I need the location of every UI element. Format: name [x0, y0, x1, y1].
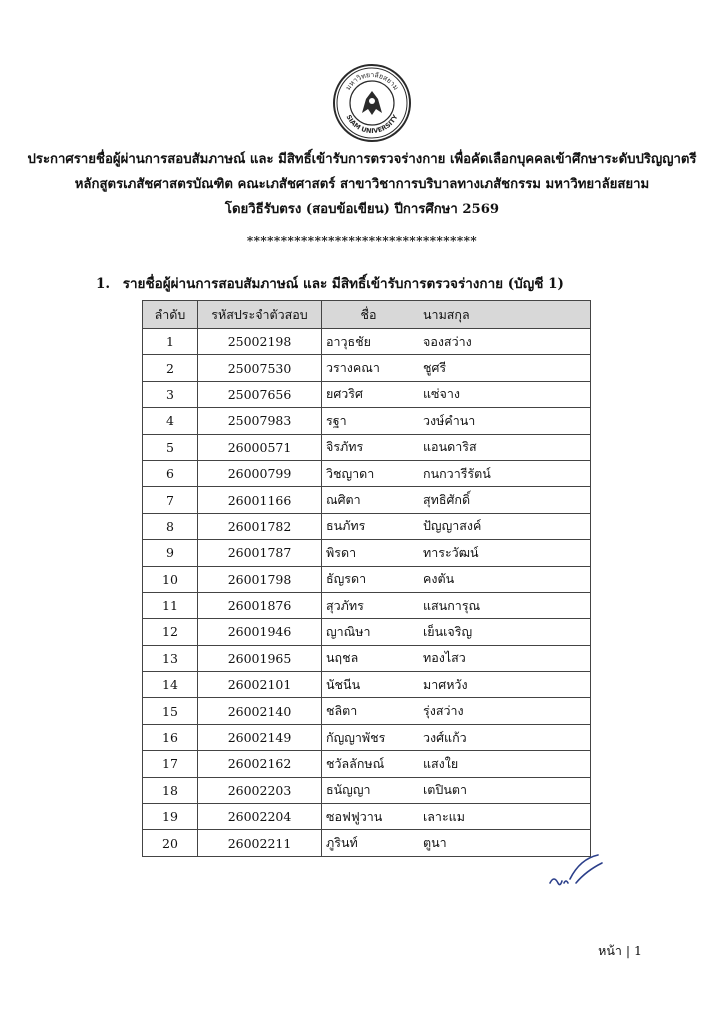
cell-surname: เลาะแม [415, 804, 591, 830]
cell-surname: ตูนา [415, 830, 591, 856]
cell-surname: รุ่งสว่าง [415, 698, 591, 724]
table-row [143, 724, 591, 750]
cell-exam-id: 25002198 [198, 329, 322, 355]
cell-seq: 16 [143, 724, 198, 750]
cell-first-name: ณศิตา [322, 487, 416, 513]
cell-seq: 15 [143, 698, 198, 724]
cell-exam-id: 25007530 [198, 355, 322, 381]
cell-first-name: ซอฟฟูวาน [322, 804, 416, 830]
cell-surname: ทองไสว [415, 645, 591, 671]
signature-mark [546, 853, 606, 893]
cell-surname: จองสว่าง [415, 329, 591, 355]
cell-seq: 12 [143, 619, 198, 645]
table-row [143, 434, 591, 460]
cell-seq: 4 [143, 408, 198, 434]
cell-first-name: พิรดา [322, 540, 416, 566]
table-row [143, 487, 591, 513]
cell-exam-id: 26002101 [198, 672, 322, 698]
heading-line-1: ประกาศรายชื่อผู้ผ่านการสอบสัมภาษณ์ และ มีสิทธิ์เข้ารับการตรวจร่างกาย เพื่อคัดเลือกบุคคลเข้าศึกษาระดับปริญญาตรี [27, 152, 697, 167]
cell-first-name: ญาณิษา [322, 619, 416, 645]
header-seq: ลำดับ [143, 301, 198, 329]
cell-seq: 5 [143, 434, 198, 460]
cell-first-name: ธัญรดา [322, 566, 416, 592]
cell-first-name: สุวภัทร [322, 592, 416, 618]
candidate-table [142, 300, 591, 857]
cell-first-name: ชลิตา [322, 698, 416, 724]
cell-first-name: ธนัญญา [322, 777, 416, 803]
heading-line-3: โดยวิธีรับตรง (สอบข้อเขียน) ปีการศึกษา 2569 [224, 202, 500, 217]
cell-exam-id: 26002211 [198, 830, 322, 856]
table-row [143, 645, 591, 671]
table-row [143, 804, 591, 830]
cell-surname: คงตัน [415, 566, 591, 592]
cell-seq: 1 [143, 329, 198, 355]
cell-surname: เตปินตา [415, 777, 591, 803]
header-surname: นามสกุล [415, 301, 591, 329]
cell-first-name: กัญญาพัชร [322, 724, 416, 750]
cell-first-name: ธนภัทร [322, 513, 416, 539]
table-row [143, 777, 591, 803]
university-seal-logo [332, 63, 412, 143]
cell-exam-id: 26001166 [198, 487, 322, 513]
cell-surname: กนกวารีรัตน์ [415, 460, 591, 486]
cell-exam-id: 26001946 [198, 619, 322, 645]
seal-bottom-text: SIAM UNIVERSITY [344, 113, 400, 136]
table-row [143, 329, 591, 355]
section-title: รายชื่อผู้ผ่านการสอบสัมภาษณ์ และ มีสิทธิ์เข้ารับการตรวจร่างกาย (บัญชี 1) [122, 276, 564, 292]
header-first-name: ชื่อ [322, 301, 416, 329]
page-number: หน้า | 1 [598, 943, 642, 958]
table-row [143, 619, 591, 645]
cell-first-name: จิรภัทร [322, 434, 416, 460]
table-header-row [143, 301, 591, 329]
table-row [143, 751, 591, 777]
cell-seq: 17 [143, 751, 198, 777]
cell-exam-id: 26001798 [198, 566, 322, 592]
table-row [143, 672, 591, 698]
table-row [143, 408, 591, 434]
cell-seq: 13 [143, 645, 198, 671]
cell-first-name: นัชนีน [322, 672, 416, 698]
seal-top-text: มหาวิทยาลัยสยาม [344, 70, 400, 92]
cell-first-name: นฤชล [322, 645, 416, 671]
star-divider: ********************************** [246, 234, 478, 248]
heading-line-2: หลักสูตรเภสัชศาสตรบัณฑิต คณะเภสัชศาสตร์ สาขาวิชาการบริบาลทางเภสัชกรรม มหาวิทยาลัยสยาม [74, 177, 650, 192]
cell-first-name: วรางคณา [322, 355, 416, 381]
cell-exam-id: 26002204 [198, 804, 322, 830]
cell-seq: 8 [143, 513, 198, 539]
cell-exam-id: 25007983 [198, 408, 322, 434]
cell-seq: 7 [143, 487, 198, 513]
cell-exam-id: 26002203 [198, 777, 322, 803]
cell-surname: วงศ์แก้ว [415, 724, 591, 750]
cell-surname: สุทธิศักดิ์ [415, 487, 591, 513]
cell-exam-id: 26001965 [198, 645, 322, 671]
cell-first-name: ชวัลลักษณ์ [322, 751, 416, 777]
cell-exam-id: 26001876 [198, 592, 322, 618]
table-row [143, 592, 591, 618]
table-row [143, 698, 591, 724]
table-row [143, 381, 591, 407]
cell-exam-id: 26000571 [198, 434, 322, 460]
cell-surname: ทาระวัฒน์ [415, 540, 591, 566]
cell-first-name: วิชญาดา [322, 460, 416, 486]
cell-exam-id: 25007656 [198, 381, 322, 407]
table-row [143, 513, 591, 539]
cell-seq: 6 [143, 460, 198, 486]
cell-seq: 11 [143, 592, 198, 618]
cell-exam-id: 26002162 [198, 751, 322, 777]
cell-surname: แสงใย [415, 751, 591, 777]
cell-first-name: ภูรินท์ [322, 830, 416, 856]
cell-exam-id: 26001787 [198, 540, 322, 566]
cell-seq: 14 [143, 672, 198, 698]
cell-seq: 19 [143, 804, 198, 830]
cell-surname: มาศหวัง [415, 672, 591, 698]
cell-surname: ชูศรี [415, 355, 591, 381]
table-row [143, 355, 591, 381]
header-exam-id: รหัสประจำตัวสอบ [198, 301, 322, 329]
cell-seq: 18 [143, 777, 198, 803]
cell-surname: เย็นเจริญ [415, 619, 591, 645]
table-row [143, 460, 591, 486]
cell-surname: แอนดาริส [415, 434, 591, 460]
cell-seq: 10 [143, 566, 198, 592]
cell-first-name: ยศวริศ [322, 381, 416, 407]
cell-seq: 20 [143, 830, 198, 856]
cell-seq: 9 [143, 540, 198, 566]
cell-exam-id: 26002149 [198, 724, 322, 750]
cell-exam-id: 26001782 [198, 513, 322, 539]
section-number: 1. [96, 276, 111, 292]
section-heading [96, 272, 564, 294]
cell-seq: 3 [143, 381, 198, 407]
table-row [143, 566, 591, 592]
cell-surname: วงษ์คำนา [415, 408, 591, 434]
table-row [143, 830, 591, 856]
cell-first-name: รฐา [322, 408, 416, 434]
cell-exam-id: 26000799 [198, 460, 322, 486]
table-row [143, 540, 591, 566]
cell-seq: 2 [143, 355, 198, 381]
cell-first-name: อาวุธชัย [322, 329, 416, 355]
cell-surname: แซ่จาง [415, 381, 591, 407]
cell-surname: ปัญญาสงค์ [415, 513, 591, 539]
cell-surname: แสนการุณ [415, 592, 591, 618]
cell-exam-id: 26002140 [198, 698, 322, 724]
